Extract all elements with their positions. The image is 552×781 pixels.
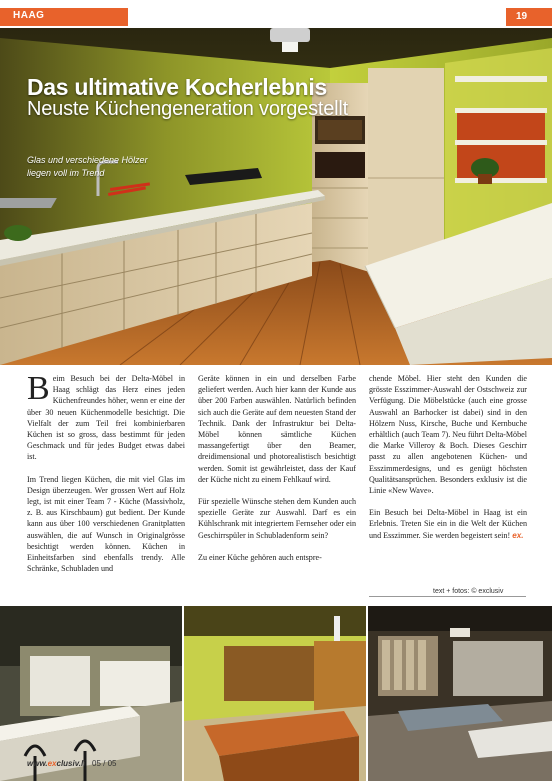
paragraph: Zu einer Küche gehören auch entspre- — [198, 552, 322, 562]
paragraph: chende Möbel. Hier steht den Kunden die grösste Esszimmer-Auswahl der Ostschweiz zur Verfügung. Die Möbelstücke (auch eine grosse Auswahl an Barhocker ist dabei) sind in den Hölzern Nuss, Kirsche, Buche und Kernbuche erhältlich (auch Team 7). Neu führt Delta-Möbel die Marke Villeroy & Boch. Dieses Geschirr passt zu allen angebotenen Küchen- und Esszimmerdesigns, und es genügt höchsten Qualitätsansprüchen. Besonders exklusiv ist die Linie «New Wave». — [369, 374, 527, 496]
paragraph-text: Ein Besuch bei Delta-Möbel in Haag ist ein Erlebnis. Treten Sie ein in die Welt der Küchen und Esszimmer. Sie werden begeistert sein! — [369, 508, 527, 540]
page-number-box — [506, 8, 552, 26]
paragraph-text: eim Besuch bei der Delta-Möbel in Haag schlägt das Herz eines jeden Küchenfreundes höher, wenn er eine der über 30 neuen Küchenmodelle besichtigt. Die Vielfalt der zum Teil frei kombinierbaren Küchen ist so gross, dass bestimmt für jeden Geschmack und für jedes Budget etwas dabei ist. — [27, 374, 185, 462]
paragraph: Geräte können in ein und derselben Farbe geliefert werden. Auch hier kann der Kunde aus über 200 Farben auswählen. Natürlich befinden sich auch die Geräte auf dem neuesten Stand der Technik. Dank der Infrastruktur bei Delta-Möbel können sämtliche Küchen massangefertigt über den Beamer, dreidimensional und photorealistisch besichtigt werden. Somit ist gewährleistet, dass der Kauf der Küche nicht zu einem Fehlkauf wird. — [198, 374, 356, 484]
article-column-3 — [369, 373, 527, 552]
hero-photo — [0, 28, 552, 365]
paragraph: Im Trend liegen Küchen, die mit viel Glas im Design überzeugen. Wer grossen Wert auf Holz legt, ist mit einer Team 7 - Küche (Massivholz, z. B. aus Kirschbaum) gut bedient. Der Kunde kann aus über 100 verschiedenen Granitplatten auswählen, die auf Wunsch in Originalgrösse besichtigt werden können. Küchen in Einheitsfarben sind ebenfalls trendy. Alle Schränke, Schubladen und — [27, 474, 185, 574]
article-column-1 — [27, 370, 185, 585]
paragraph: Für spezielle Wünsche stehen dem Kunden auch spezielle Geräte zur Auswahl. Darf es ein Kühlschrank mit integriertem Fernseher oder ein Geschirrspüler in Schubladenform sein? — [198, 497, 357, 540]
photo-wood-kitchen — [184, 606, 366, 781]
page-header — [0, 0, 552, 28]
footer-issue: 05 / 05 — [92, 759, 117, 768]
page-number: 19 — [516, 11, 528, 22]
hero-caption: Glas und verschiedene Hölzer liegen voll im Trend — [27, 155, 148, 178]
footer-url-brand: ex — [47, 759, 57, 768]
hero-title: Das ultimative Kocherlebnis — [27, 74, 327, 100]
photo-white-kitchen — [0, 606, 182, 781]
wood-kitchen-illustration — [184, 606, 366, 781]
paragraph — [369, 507, 527, 541]
photo-showroom-kitchen — [368, 606, 552, 781]
drop-cap: B — [27, 370, 50, 407]
photo-strip — [0, 606, 552, 781]
footer-website[interactable] — [27, 759, 85, 768]
article-column-2 — [198, 373, 356, 574]
footer-url-rest: clusiv.li — [56, 759, 86, 768]
author-signoff: ex. — [512, 530, 524, 540]
photo-credit: text + fotos: © exclusiv — [433, 588, 504, 595]
section-tag — [0, 8, 128, 26]
footer-url-prefix: www. — [27, 759, 48, 768]
article-body — [27, 370, 527, 600]
paragraph — [27, 370, 185, 463]
hero-subtitle: Neuste Küchengeneration vorgestellt — [27, 98, 348, 120]
white-kitchen-illustration — [0, 606, 182, 781]
credit-divider — [369, 596, 526, 597]
showroom-kitchen-illustration — [368, 606, 552, 781]
section-label: HAAG — [13, 10, 45, 21]
